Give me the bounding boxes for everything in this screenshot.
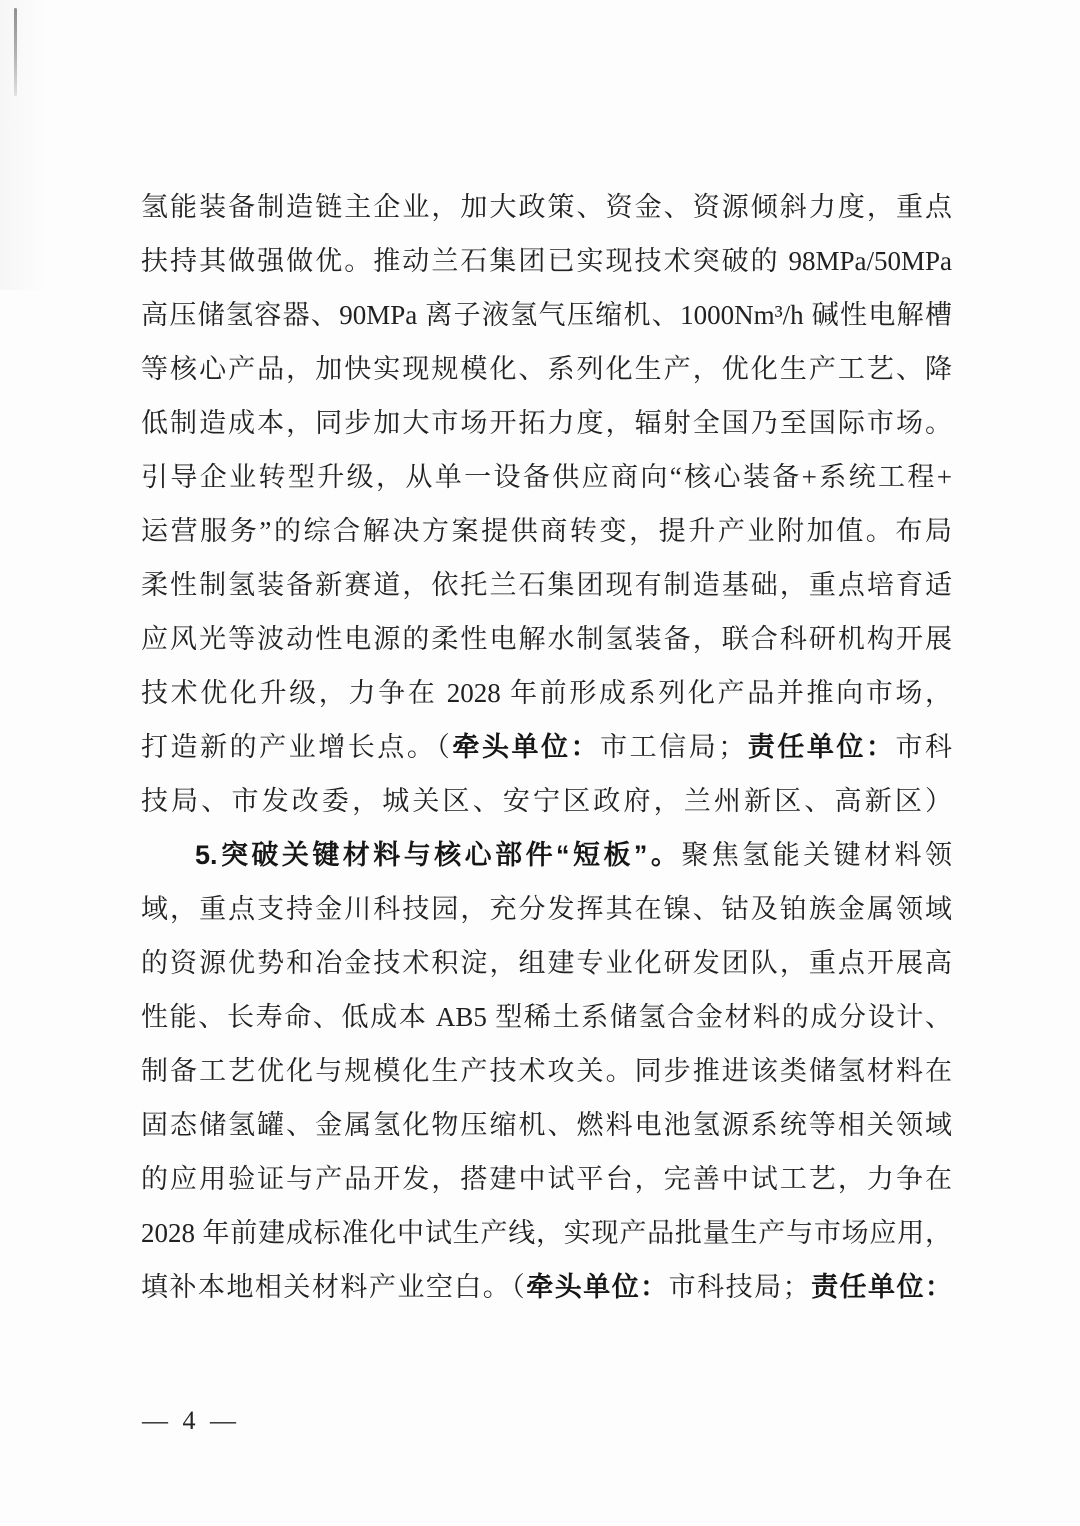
page-number: — 4 — (142, 1406, 240, 1435)
text-segment: 柔性制氢装备新赛道，依托兰石集团现有制造基础，重点培育适 (141, 570, 952, 600)
text-segment: 高压储氢容器、90MPa 离子液氢气压缩机、1000Nm³/h 碱性电解槽 (141, 300, 952, 330)
text-segment: 的应用验证与产品开发，搭建中试平台，完善中试工艺，力争在 (141, 1164, 952, 1194)
text-line (141, 1152, 952, 1206)
text-segment: 打造新的产业增长点。（ (141, 732, 453, 762)
text-segment: 填补本地相关材料产业空白。（ (141, 1272, 527, 1302)
text-line (141, 342, 952, 396)
text-segment: 聚焦氢能关键材料领 (681, 840, 952, 870)
text-line (141, 990, 952, 1044)
text-segment: 制备工艺优化与规模化生产技术攻关。同步推进该类储氢材料在 (141, 1056, 952, 1086)
bold-text-segment: 牵头单位： (452, 732, 601, 762)
text-line (141, 936, 952, 990)
text-line (141, 612, 952, 666)
text-line (141, 1044, 952, 1098)
document-text-block (141, 180, 952, 1314)
text-segment: 引导企业转型升级，从单一设备供应商向“核心装备+系统工程+ (141, 462, 952, 492)
text-segment: 运营服务”的综合解决方案提供商转变，提升产业附加值。布局 (141, 516, 952, 546)
bold-text-segment: 责任单位： (745, 732, 896, 762)
text-line (141, 774, 952, 828)
text-line (141, 558, 952, 612)
bold-text-segment: 牵头单位： (526, 1272, 669, 1302)
text-segment: 市工信局； (600, 732, 746, 762)
text-line (141, 1260, 952, 1314)
text-line (141, 1098, 952, 1152)
text-segment: 市科 (895, 732, 952, 762)
text-line (141, 666, 952, 720)
text-line (141, 1206, 952, 1260)
text-segment: 扶持其做强做优。推动兰石集团已实现技术突破的 98MPa/50MPa (141, 246, 952, 276)
text-segment: 域，重点支持金川科技园，充分发挥其在镍、钴及铂族金属领域 (141, 894, 952, 924)
scan-edge-shade (0, 0, 56, 290)
text-line (141, 288, 952, 342)
text-segment: 2028 年前建成标准化中试生产线，实现产品批量生产与市场应用， (141, 1218, 952, 1248)
scan-artifact-line (14, 8, 17, 96)
text-line (141, 396, 952, 450)
text-line (141, 180, 952, 234)
text-line (141, 882, 952, 936)
text-segment: 氢能装备制造链主企业，加大政策、资金、资源倾斜力度，重点 (141, 192, 952, 222)
bold-text-segment: 5.突破关键材料与核心部件“短板”。 (195, 840, 682, 870)
text-segment: 技局、市发改委，城关区、安宁区政府，兰州新区、高新区） (141, 786, 952, 816)
text-segment: 的资源优势和冶金技术积淀，组建专业化研发团队，重点开展高 (141, 948, 952, 978)
text-line (141, 720, 952, 774)
text-segment: 性能、长寿命、低成本 AB5 型稀土系储氢合金材料的成分设计、 (141, 1002, 952, 1032)
text-line (141, 828, 952, 882)
text-segment: 应风光等波动性电源的柔性电解水制氢装备，联合科研机构开展 (141, 624, 952, 654)
text-line (141, 450, 952, 504)
text-segment: 低制造成本，同步加大市场开拓力度，辐射全国乃至国际市场。 (141, 408, 952, 438)
bold-text-segment: 责任单位： (809, 1272, 952, 1302)
text-segment: 技术优化升级，力争在 2028 年前形成系列化产品并推向市场， (141, 678, 952, 708)
text-segment: 固态储氢罐、金属氢化物压缩机、燃料电池氢源系统等相关领域 (141, 1110, 952, 1140)
text-line (141, 234, 952, 288)
text-segment: 等核心产品，加快实现规模化、系列化生产，优化生产工艺、降 (141, 354, 952, 384)
text-line (141, 504, 952, 558)
text-segment: 市科技局； (668, 1272, 810, 1302)
